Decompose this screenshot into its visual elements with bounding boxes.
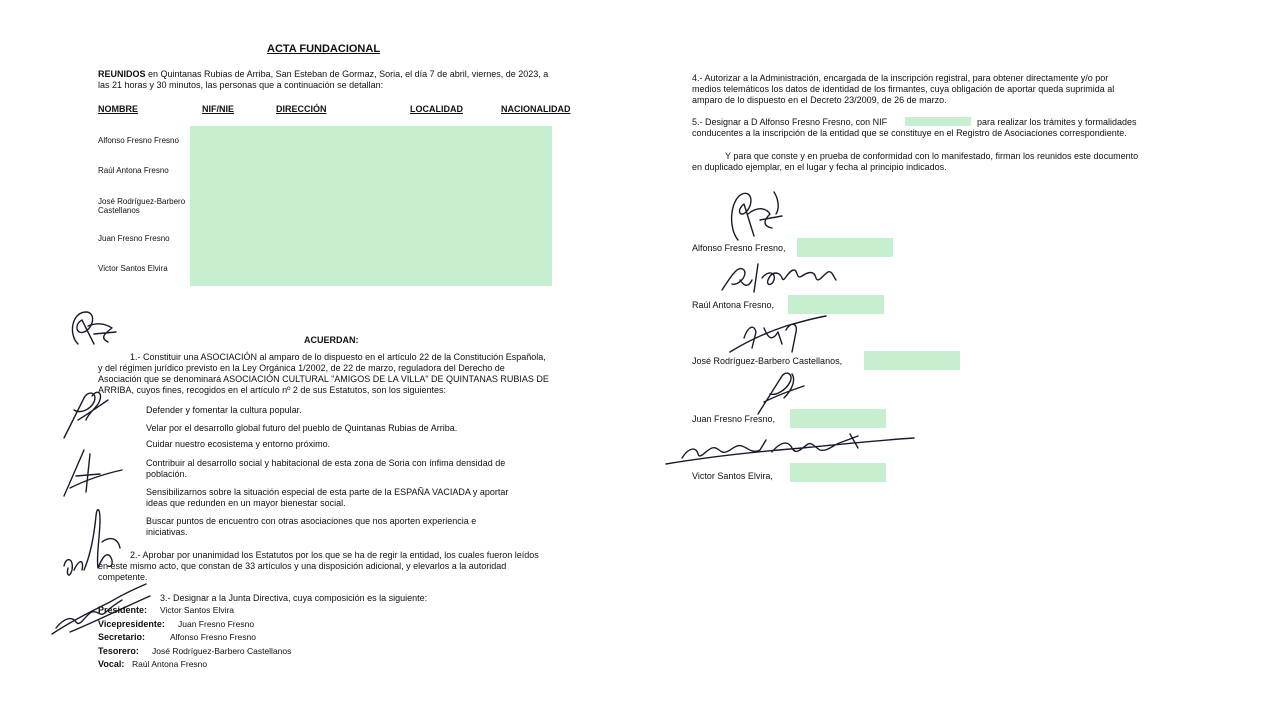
margin-signature-1 xyxy=(64,304,120,356)
acuerdan-heading: ACUERDAN: xyxy=(304,335,359,345)
margin-signature-3 xyxy=(60,446,130,502)
p4-line: amparo de lo dispuesto en el Decreto 23/2009, de 26 de marzo. xyxy=(692,95,947,105)
board-name-vicepresidente: Juan Fresno Fresno xyxy=(178,619,255,629)
redacted-signer-4 xyxy=(790,409,886,428)
redacted-signer-1 xyxy=(797,238,893,257)
board-name-presidente: Victor Santos Elvira xyxy=(160,605,235,615)
p1-line: Asociación que se denominará ASOCIACIÓN CULTURAL "AMIGOS DE LA VILLA" DE QUINTANAS RUBIAS DE xyxy=(98,374,549,384)
redacted-nif xyxy=(905,117,971,126)
header-nombre: NOMBRE xyxy=(98,104,138,114)
member-name: Alfonso Fresno Fresno xyxy=(98,136,179,145)
closing-line: Y para que conste y en prueba de conformidad con lo manifestado, firman los reunidos este documento xyxy=(725,151,1139,161)
signer-name: Raúl Antona Fresno, xyxy=(692,300,775,310)
signature-1 xyxy=(724,184,794,246)
signature-3 xyxy=(726,312,836,360)
board-role-presidente: Presidente: xyxy=(98,605,148,615)
board-role-vicepresidente: Vicepresidente: xyxy=(98,619,165,629)
intro-bold: REUNIDOS xyxy=(98,69,146,79)
p2-line: 2.- Aprobar por unanimidad los Estatutos por los que se ha de regir la entidad, los cuales fueron leídos xyxy=(130,550,539,560)
signer-name: Alfonso Fresno Fresno, xyxy=(692,243,786,253)
aim-line: Cuidar nuestro ecosistema y entorno próximo. xyxy=(146,439,331,449)
p2-line: en este mismo acto, que constan de 33 artículos y una disposición adicional, y elevarlos a la autoridad xyxy=(98,561,507,571)
document-title: ACTA FUNDACIONAL xyxy=(267,43,381,55)
document-page-2 xyxy=(632,60,1220,515)
board-role-tesorero: Tesorero: xyxy=(98,646,139,656)
redacted-signer-5 xyxy=(790,463,886,482)
member-name: Raúl Antona Fresno xyxy=(98,166,169,175)
p4-line: 4.- Autorizar a la Administración, encargada de la inscripción registral, para obtener directamente y/o por xyxy=(692,73,1109,83)
intro-line-2: las 21 horas y 30 minutos, las personas que a continuación se detallan: xyxy=(98,80,384,90)
header-nacionalidad: NACIONALIDAD xyxy=(501,104,571,114)
board-name-tesorero: José Rodríguez-Barbero Castellanos xyxy=(152,646,292,656)
member-name: José Rodríguez-Barbero xyxy=(98,197,186,206)
header-localidad: LOCALIDAD xyxy=(410,104,463,114)
p2-line: competente. xyxy=(98,572,148,582)
header-direccion: DIRECCIÓN xyxy=(276,104,327,114)
member-name: Juan Fresno Fresno xyxy=(98,234,170,243)
signer-name: José Rodríguez-Barbero Castellanos, xyxy=(692,356,843,366)
p1-line: y del régimen jurídico previsto en la Ley Orgánica 1/2002, de 22 de marzo, reguladora del Derecho de xyxy=(98,363,505,373)
document-page-1 xyxy=(50,18,588,690)
aim-line: Buscar puntos de encuentro con otras asociaciones que nos aporten experiencia e xyxy=(146,516,477,526)
aim-line: Sensibilizarnos sobre la situación especial de esta parte de la ESPAÑA VACIADA y aportar xyxy=(146,487,509,497)
aim-line: Contribuir al desarrollo social y habitacional de esta zona de Soria con ínfima densidad de xyxy=(146,458,506,468)
aim-line: Velar por el desarrollo global futuro del pueblo de Quintanas Rubias de Arriba. xyxy=(146,423,458,433)
p5-line-2: conducentes a la inscripción de la entidad que se constituye en el Registro de Asociaciones correspondiente. xyxy=(692,128,1127,138)
aim-line-cont: ideas que redunden en un mayor bienestar social. xyxy=(146,498,346,508)
p4-line: medios telemáticos los datos de identidad de los firmantes, cuya obligación de aportar queda suprimida al xyxy=(692,84,1115,94)
p3-line: 3.- Designar a la Junta Directiva, cuya composición es la siguiente: xyxy=(160,593,428,603)
p1-line: ARRIBA, cuyos fines, recogidos en el artículo nº 2 de sus Estatutos, son los siguientes: xyxy=(98,385,446,395)
signer-name: Victor Santos Elvira, xyxy=(692,471,773,481)
aim-line: Defender y fomentar la cultura popular. xyxy=(146,405,302,415)
member-name-cont: Castellanos xyxy=(98,206,140,215)
board-name-secretario: Alfonso Fresno Fresno xyxy=(170,632,256,642)
board-role-vocal: Vocal: xyxy=(98,659,125,669)
intro-line-1 xyxy=(98,69,548,80)
board-role-secretario: Secretario: xyxy=(98,632,146,642)
board-name-vocal: Raúl Antona Fresno xyxy=(132,659,208,669)
redacted-signer-3 xyxy=(864,351,960,370)
intro-text: en Quintanas Rubias de Arriba, San Esteban de Gormaz, Soria, el día 7 de abril, viernes, de 2023, a xyxy=(145,69,549,79)
closing-line: en duplicado ejemplar, en el lugar y fecha al principio indicados. xyxy=(692,162,947,172)
redacted-member-details xyxy=(190,126,552,286)
p5-line-1a: 5.- Designar a D Alfonso Fresno Fresno, con NIF xyxy=(692,117,888,127)
member-name: Victor Santos Elvira xyxy=(98,264,168,273)
p1-line: 1.- Constituir una ASOCIACIÓN al amparo de lo dispuesto en el artículo 22 de la Constitución Española, xyxy=(130,352,546,362)
aim-line-cont: población. xyxy=(146,469,188,479)
header-nif: NIF/NIE xyxy=(202,104,235,114)
signer-name: Juan Fresno Fresno, xyxy=(692,414,776,424)
aim-line-cont: iniciativas. xyxy=(146,527,188,537)
signature-2 xyxy=(718,256,848,300)
p5-line-1b: para realizar los trámites y formalidades xyxy=(977,117,1137,127)
